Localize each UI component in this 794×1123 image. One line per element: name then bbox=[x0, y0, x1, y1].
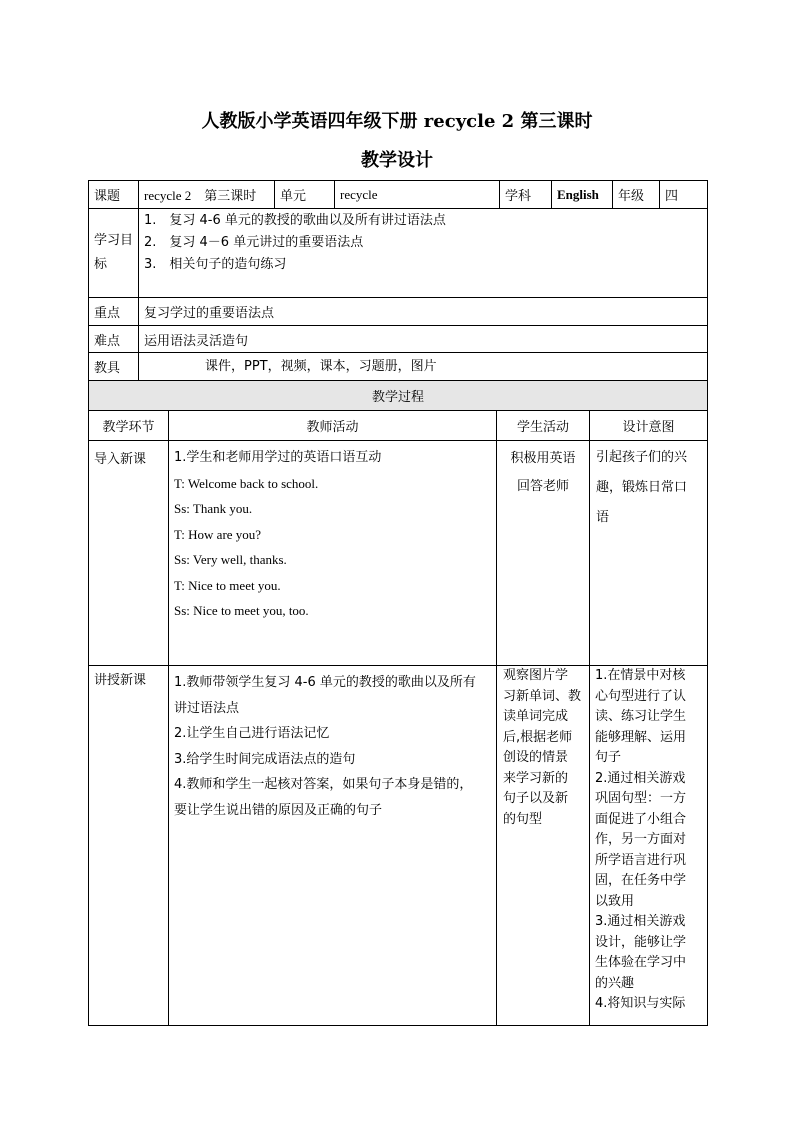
difficulty-label: 难点 bbox=[89, 326, 139, 353]
teacher-line: 讲过语法点 bbox=[174, 700, 240, 716]
focus-label: 重点 bbox=[89, 298, 139, 326]
focus-value: 复习学过的重要语法点 bbox=[139, 298, 708, 326]
grade-label: 年级 bbox=[613, 181, 660, 209]
teacher-line: 2.让学生自己进行语法记忆 bbox=[174, 726, 330, 741]
topic-label: 课题 bbox=[89, 181, 139, 209]
design-line: 语 bbox=[596, 510, 610, 525]
design-line: 的兴趣 bbox=[595, 975, 635, 991]
column-header-teacher: 教师活动 bbox=[169, 411, 497, 441]
teacher-line: Ss: Very well, thanks. bbox=[174, 552, 287, 567]
design-line: 3.通过相关游戏 bbox=[595, 914, 686, 929]
tools-label: 教具 bbox=[89, 353, 139, 381]
column-header-stage: 教学环节 bbox=[89, 411, 169, 441]
design-line: 以致用 bbox=[595, 893, 635, 909]
goals-list bbox=[139, 209, 708, 298]
design-line: 心句型进行了认 bbox=[595, 688, 687, 704]
design-line: 所学语言进行巩 bbox=[595, 852, 687, 868]
teacher-line: T: Welcome back to school. bbox=[174, 475, 319, 491]
table-row bbox=[89, 666, 708, 1026]
teacher-line: Ss: Nice to meet you, too. bbox=[174, 603, 309, 618]
unit-label: 单元 bbox=[275, 181, 335, 209]
grade-value: 四 bbox=[660, 181, 708, 209]
design-intent-cell bbox=[590, 441, 708, 666]
student-line: 后,根据老师 bbox=[503, 729, 573, 745]
student-line: 观察图片学 bbox=[503, 668, 569, 683]
student-line: 积极用英语 bbox=[510, 451, 576, 466]
column-header-student: 学生活动 bbox=[497, 411, 590, 441]
student-line: 习新单词、教 bbox=[503, 688, 582, 704]
process-table bbox=[88, 380, 708, 1026]
process-heading: 教学过程 bbox=[89, 381, 708, 411]
student-line: 创设的情景 bbox=[503, 750, 569, 765]
design-line: 生体验在学习中 bbox=[595, 955, 687, 970]
student-activity-cell bbox=[497, 441, 590, 666]
stage-cell: 讲授新课 bbox=[89, 666, 169, 1026]
subject-label: 学科 bbox=[500, 181, 552, 209]
design-line: 趣，锻炼日常口 bbox=[596, 480, 688, 495]
document-title: 人教版小学英语四年级下册 recycle 2 第三课时 bbox=[201, 111, 593, 132]
student-line: 来学习新的 bbox=[503, 770, 569, 786]
design-line: 句子 bbox=[595, 750, 622, 765]
subject-value: English bbox=[552, 181, 613, 209]
info-table bbox=[88, 180, 708, 381]
teacher-line: 1.教师带领学生复习 4-6 单元的教授的歌曲以及所有 bbox=[174, 675, 476, 690]
student-line: 读单词完成 bbox=[503, 709, 569, 724]
goals-label: 学习目标 bbox=[89, 209, 139, 298]
teacher-line: T: How are you? bbox=[174, 526, 262, 542]
column-header-design: 设计意图 bbox=[590, 411, 708, 441]
teacher-line: 1.学生和老师用学过的英语口语互动 bbox=[174, 450, 382, 465]
design-line: 固，在任务中学 bbox=[595, 873, 687, 888]
goal-item: 3. 相关句子的造句练习 bbox=[144, 257, 287, 272]
stage-cell: 导入新课 bbox=[89, 441, 169, 666]
student-line: 回答老师 bbox=[516, 479, 569, 494]
design-line: 1.在情景中对核 bbox=[595, 668, 686, 683]
design-line: 4.将知识与实际 bbox=[595, 996, 686, 1011]
unit-value: recycle bbox=[335, 181, 500, 209]
design-line: 能够理解、运用 bbox=[595, 729, 687, 745]
goal-item: 2. 复习 4－6 单元讲过的重要语法点 bbox=[144, 235, 364, 250]
student-line: 句子以及新 bbox=[503, 791, 569, 806]
tools-value: 课件，PPT，视频，课本，习题册，图片 bbox=[139, 353, 708, 381]
design-line: 设计，能够让学 bbox=[595, 934, 687, 950]
design-line: 引起孩子们的兴 bbox=[596, 450, 688, 465]
teacher-activity-cell bbox=[169, 666, 497, 1026]
teacher-line: 要让学生说出错的原因及正确的句子 bbox=[174, 802, 383, 818]
teacher-line: 3.给学生时间完成语法点的造句 bbox=[174, 751, 356, 767]
difficulty-value: 运用语法灵活造句 bbox=[139, 326, 708, 353]
table-row bbox=[89, 441, 708, 666]
design-line: 作，另一方面对 bbox=[595, 832, 687, 847]
student-line: 的句型 bbox=[503, 811, 543, 827]
design-line: 面促进了小组合 bbox=[595, 811, 687, 827]
design-line: 2.通过相关游戏 bbox=[595, 770, 686, 786]
teacher-line: T: Nice to meet you. bbox=[174, 577, 281, 593]
student-activity-cell bbox=[497, 666, 590, 1026]
goal-item: 1. 复习 4-6 单元的教授的歌曲以及所有讲过语法点 bbox=[144, 213, 446, 228]
document-subtitle: 教学设计 bbox=[361, 150, 433, 171]
design-intent-cell bbox=[590, 666, 708, 1026]
teacher-line: 4.教师和学生一起核对答案，如果句子本身是错的， bbox=[174, 777, 473, 792]
design-line: 巩固句型：一方 bbox=[595, 791, 687, 806]
teacher-activity-cell bbox=[169, 441, 497, 666]
design-line: 读、练习让学生 bbox=[595, 709, 687, 724]
teacher-line: Ss: Thank you. bbox=[174, 501, 253, 516]
topic-value: recycle 2 第三课时 bbox=[139, 181, 275, 209]
